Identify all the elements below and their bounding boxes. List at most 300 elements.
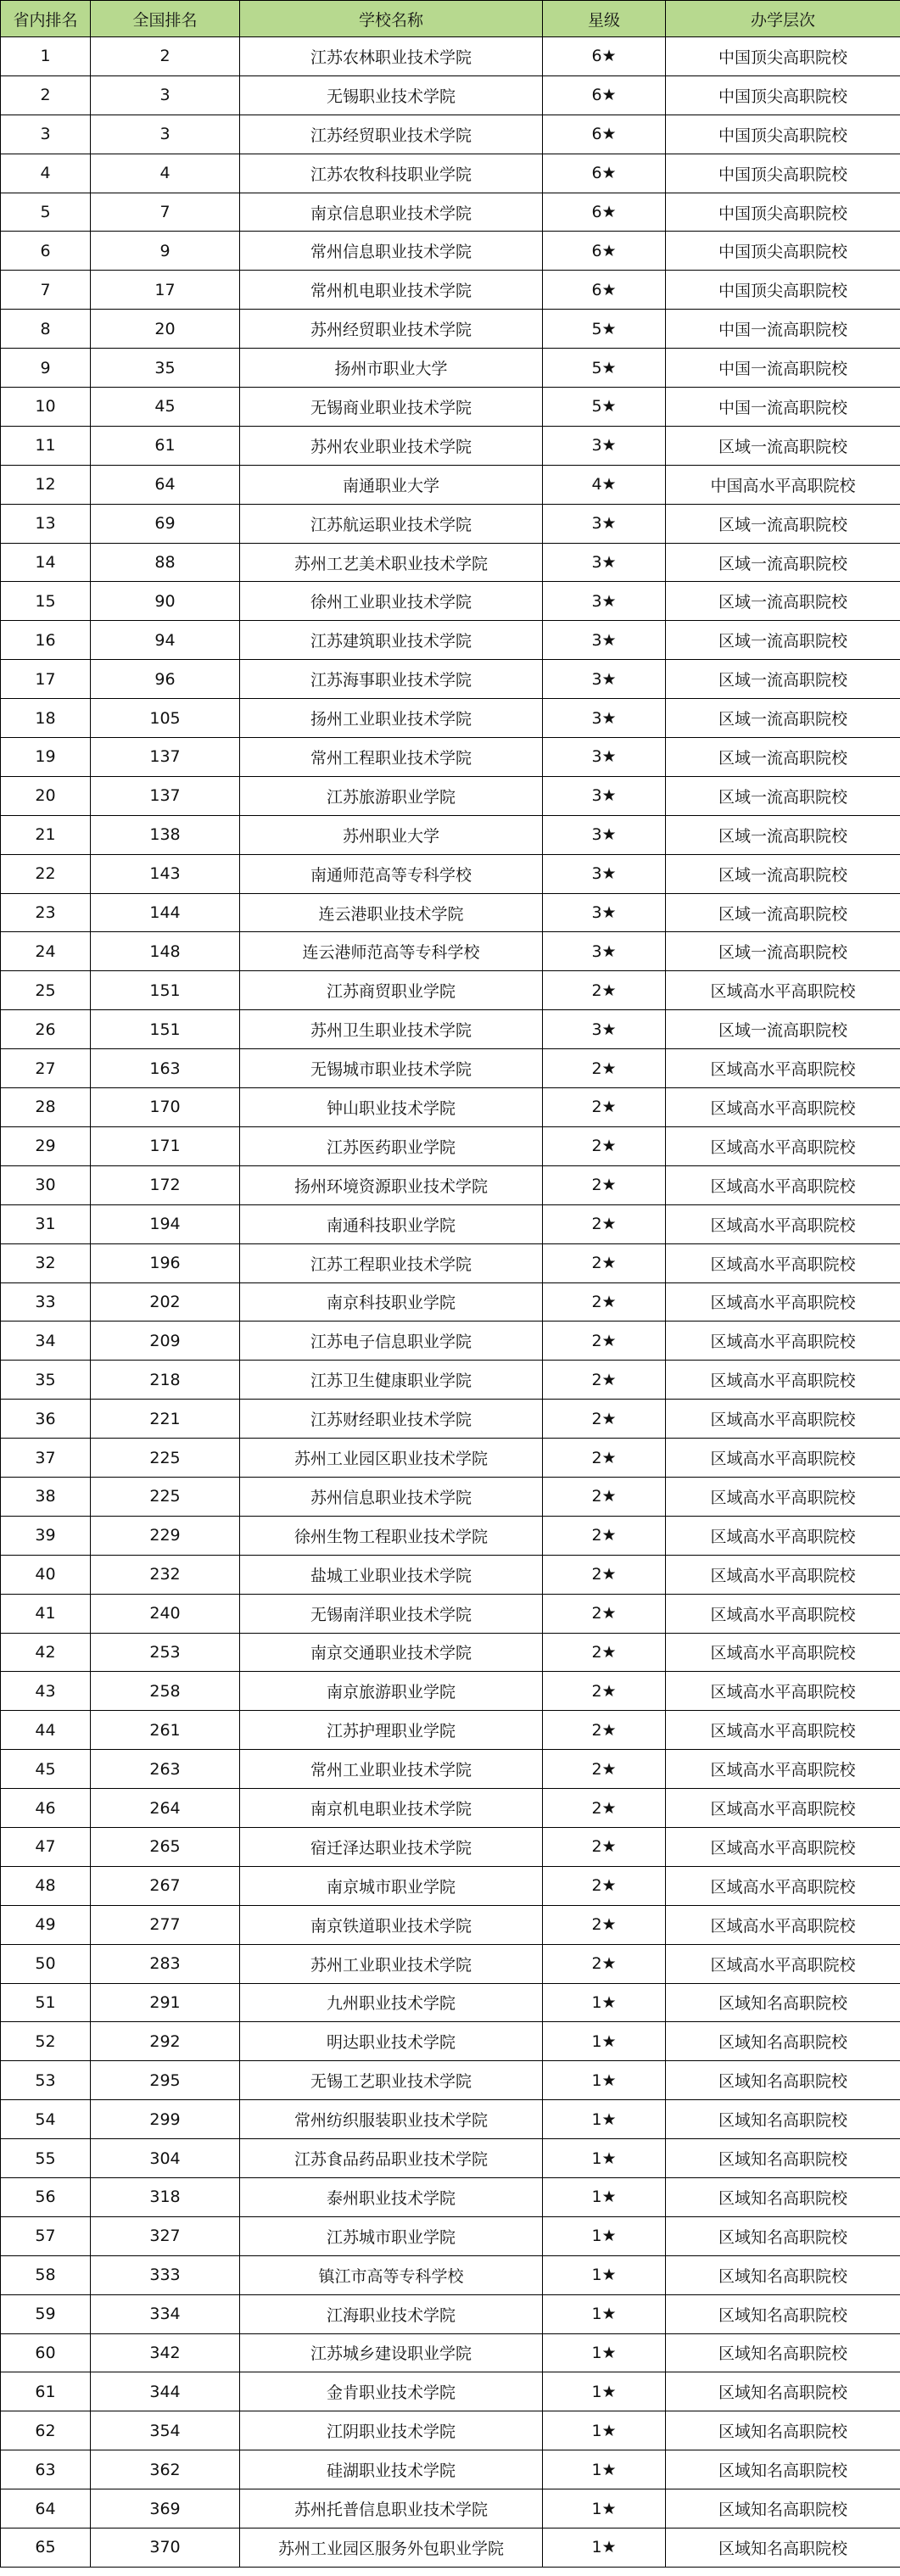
table-row	[1, 1516, 900, 1555]
school-tier-cell: 区域知名高职院校	[666, 2294, 900, 2333]
table-row	[1, 1088, 900, 1127]
school-name-cell: 苏州经贸职业技术学院	[240, 310, 543, 349]
star-level-cell: 2★	[543, 1750, 666, 1789]
table-row	[1, 543, 900, 582]
table-row	[1, 37, 900, 76]
provincial-rank-cell: 24	[1, 932, 91, 971]
star-level-cell: 6★	[543, 75, 666, 115]
school-name-cell: 九州职业技术学院	[240, 1983, 543, 2022]
header-national-rank: 全国排名	[91, 1, 240, 37]
school-name-cell: 江苏城乡建设职业学院	[240, 2333, 543, 2372]
table-row	[1, 504, 900, 543]
provincial-rank-cell: 1	[1, 37, 91, 76]
star-level-cell: 3★	[543, 776, 666, 815]
national-rank-cell: 105	[91, 699, 240, 738]
provincial-rank-cell: 45	[1, 1750, 91, 1789]
table-row	[1, 1594, 900, 1633]
provincial-rank-cell: 46	[1, 1789, 91, 1828]
table-row	[1, 2372, 900, 2411]
school-name-cell: 南通师范高等专科学校	[240, 854, 543, 893]
star-level-cell: 2★	[543, 1866, 666, 1905]
school-tier-cell: 区域高水平高职院校	[666, 1439, 900, 1478]
school-name-cell: 苏州工业园区服务外包职业学院	[240, 2529, 543, 2568]
star-level-cell: 1★	[543, 2411, 666, 2450]
star-level-cell: 2★	[543, 1516, 666, 1555]
national-rank-cell: 61	[91, 426, 240, 465]
school-name-cell: 江苏旅游职业学院	[240, 776, 543, 815]
star-level-cell: 5★	[543, 310, 666, 349]
provincial-rank-cell: 26	[1, 1010, 91, 1049]
provincial-rank-cell: 42	[1, 1633, 91, 1672]
school-tier-cell: 区域知名高职院校	[666, 2177, 900, 2216]
star-level-cell: 6★	[543, 193, 666, 232]
table-row	[1, 2216, 900, 2255]
school-name-cell: 徐州生物工程职业技术学院	[240, 1516, 543, 1555]
provincial-rank-cell: 35	[1, 1361, 91, 1400]
school-name-cell: 南京铁道职业技术学院	[240, 1905, 543, 1944]
national-rank-cell: 240	[91, 1594, 240, 1633]
school-name-cell: 南通科技职业学院	[240, 1204, 543, 1243]
school-name-cell: 江阴职业技术学院	[240, 2411, 543, 2450]
national-rank-cell: 20	[91, 310, 240, 349]
star-level-cell: 3★	[543, 621, 666, 660]
school-tier-cell: 区域高水平高职院校	[666, 1944, 900, 1983]
star-level-cell: 3★	[543, 738, 666, 777]
provincial-rank-cell: 32	[1, 1243, 91, 1282]
star-level-cell: 1★	[543, 2100, 666, 2139]
school-name-cell: 江苏卫生健康职业学院	[240, 1361, 543, 1400]
table-row	[1, 660, 900, 699]
school-tier-cell: 区域一流高职院校	[666, 1010, 900, 1049]
national-rank-cell: 263	[91, 1750, 240, 1789]
national-rank-cell: 35	[91, 349, 240, 388]
provincial-rank-cell: 44	[1, 1711, 91, 1750]
star-level-cell: 2★	[543, 1204, 666, 1243]
school-name-cell: 苏州工业园区职业技术学院	[240, 1439, 543, 1478]
school-tier-cell: 区域高水平高职院校	[666, 1555, 900, 1594]
table-row	[1, 2450, 900, 2489]
school-name-cell: 江苏护理职业学院	[240, 1711, 543, 1750]
table-row	[1, 1633, 900, 1672]
star-level-cell: 5★	[543, 388, 666, 427]
school-name-cell: 连云港职业技术学院	[240, 893, 543, 932]
school-tier-cell: 区域高水平高职院校	[666, 1672, 900, 1711]
table-row	[1, 232, 900, 271]
star-level-cell: 2★	[543, 1555, 666, 1594]
header-provincial-rank: 省内排名	[1, 1, 91, 37]
school-tier-cell: 区域高水平高职院校	[666, 1516, 900, 1555]
school-tier-cell: 区域高水平高职院校	[666, 971, 900, 1010]
national-rank-cell: 291	[91, 1983, 240, 2022]
provincial-rank-cell: 36	[1, 1400, 91, 1439]
table-row	[1, 2294, 900, 2333]
school-tier-cell: 区域一流高职院校	[666, 854, 900, 893]
national-rank-cell: 69	[91, 504, 240, 543]
national-rank-cell: 171	[91, 1126, 240, 1165]
school-tier-cell: 区域高水平高职院校	[666, 1827, 900, 1866]
school-name-cell: 钟山职业技术学院	[240, 1088, 543, 1127]
table-row	[1, 1944, 900, 1983]
table-row	[1, 1827, 900, 1866]
star-level-cell: 3★	[543, 815, 666, 854]
national-rank-cell: 148	[91, 932, 240, 971]
table-row	[1, 2139, 900, 2178]
school-tier-cell: 区域一流高职院校	[666, 815, 900, 854]
provincial-rank-cell: 10	[1, 388, 91, 427]
national-rank-cell: 225	[91, 1477, 240, 1516]
school-tier-cell: 中国顶尖高职院校	[666, 154, 900, 193]
school-tier-cell: 区域一流高职院校	[666, 699, 900, 738]
star-level-cell: 6★	[543, 271, 666, 310]
table-row	[1, 310, 900, 349]
table-row	[1, 2177, 900, 2216]
school-tier-cell: 区域知名高职院校	[666, 1983, 900, 2022]
school-name-cell: 江苏经贸职业技术学院	[240, 115, 543, 154]
provincial-rank-cell: 29	[1, 1126, 91, 1165]
provincial-rank-cell: 16	[1, 621, 91, 660]
table-row	[1, 1165, 900, 1204]
school-tier-cell: 区域一流高职院校	[666, 426, 900, 465]
school-name-cell: 镇江市高等专科学校	[240, 2255, 543, 2294]
school-tier-cell: 区域一流高职院校	[666, 504, 900, 543]
star-level-cell: 1★	[543, 2489, 666, 2529]
star-level-cell: 2★	[543, 1672, 666, 1711]
star-level-cell: 1★	[543, 2216, 666, 2255]
school-tier-cell: 中国顶尖高职院校	[666, 75, 900, 115]
school-tier-cell: 区域知名高职院校	[666, 2255, 900, 2294]
school-name-cell: 江苏工程职业技术学院	[240, 1243, 543, 1282]
school-name-cell: 江苏农林职业技术学院	[240, 37, 543, 76]
national-rank-cell: 151	[91, 1010, 240, 1049]
table-row	[1, 2529, 900, 2568]
national-rank-cell: 144	[91, 893, 240, 932]
star-level-cell: 2★	[543, 1243, 666, 1282]
school-tier-cell: 区域知名高职院校	[666, 2529, 900, 2568]
school-name-cell: 明达职业技术学院	[240, 2022, 543, 2061]
school-tier-cell: 区域高水平高职院校	[666, 1126, 900, 1165]
table-row	[1, 1126, 900, 1165]
school-tier-cell: 区域一流高职院校	[666, 776, 900, 815]
school-tier-cell: 区域知名高职院校	[666, 2450, 900, 2489]
star-level-cell: 2★	[543, 1282, 666, 1322]
table-row	[1, 1750, 900, 1789]
provincial-rank-cell: 53	[1, 2061, 91, 2100]
school-tier-cell: 区域高水平高职院校	[666, 1400, 900, 1439]
star-level-cell: 3★	[543, 660, 666, 699]
school-tier-cell: 区域知名高职院校	[666, 2333, 900, 2372]
national-rank-cell: 45	[91, 388, 240, 427]
national-rank-cell: 143	[91, 854, 240, 893]
star-level-cell: 2★	[543, 1400, 666, 1439]
table-row	[1, 582, 900, 621]
school-name-cell: 苏州托普信息职业技术学院	[240, 2489, 543, 2529]
table-row	[1, 1983, 900, 2022]
header-star-level: 星级	[543, 1, 666, 37]
school-name-cell: 盐城工业职业技术学院	[240, 1555, 543, 1594]
national-rank-cell: 264	[91, 1789, 240, 1828]
national-rank-cell: 334	[91, 2294, 240, 2333]
provincial-rank-cell: 33	[1, 1282, 91, 1322]
national-rank-cell: 194	[91, 1204, 240, 1243]
school-name-cell: 江苏商贸职业学院	[240, 971, 543, 1010]
school-name-cell: 常州机电职业技术学院	[240, 271, 543, 310]
school-name-cell: 南通职业大学	[240, 465, 543, 504]
star-level-cell: 6★	[543, 232, 666, 271]
school-name-cell: 无锡职业技术学院	[240, 75, 543, 115]
star-level-cell: 6★	[543, 37, 666, 76]
national-rank-cell: 90	[91, 582, 240, 621]
provincial-rank-cell: 31	[1, 1204, 91, 1243]
provincial-rank-cell: 62	[1, 2411, 91, 2450]
school-tier-cell: 区域一流高职院校	[666, 738, 900, 777]
star-level-cell: 3★	[543, 426, 666, 465]
table-row	[1, 1204, 900, 1243]
national-rank-cell: 362	[91, 2450, 240, 2489]
national-rank-cell: 232	[91, 1555, 240, 1594]
national-rank-cell: 151	[91, 971, 240, 1010]
school-tier-cell: 区域高水平高职院校	[666, 1049, 900, 1088]
table-row	[1, 115, 900, 154]
school-tier-cell: 区域高水平高职院校	[666, 1165, 900, 1204]
school-name-cell: 无锡南洋职业技术学院	[240, 1594, 543, 1633]
school-name-cell: 江苏建筑职业技术学院	[240, 621, 543, 660]
star-level-cell: 3★	[543, 582, 666, 621]
school-tier-cell: 中国顶尖高职院校	[666, 193, 900, 232]
school-tier-cell: 区域知名高职院校	[666, 2411, 900, 2450]
school-name-cell: 南京信息职业技术学院	[240, 193, 543, 232]
school-tier-cell: 区域高水平高职院校	[666, 1477, 900, 1516]
national-rank-cell: 225	[91, 1439, 240, 1478]
school-name-cell: 扬州环境资源职业技术学院	[240, 1165, 543, 1204]
national-rank-cell: 88	[91, 543, 240, 582]
school-tier-cell: 区域一流高职院校	[666, 621, 900, 660]
national-rank-cell: 170	[91, 1088, 240, 1127]
national-rank-cell: 221	[91, 1400, 240, 1439]
national-rank-cell: 7	[91, 193, 240, 232]
school-tier-cell: 区域一流高职院校	[666, 893, 900, 932]
school-tier-cell: 区域一流高职院校	[666, 932, 900, 971]
school-tier-cell: 区域高水平高职院校	[666, 1711, 900, 1750]
school-tier-cell: 中国一流高职院校	[666, 349, 900, 388]
school-name-cell: 江苏航运职业技术学院	[240, 504, 543, 543]
provincial-rank-cell: 6	[1, 232, 91, 271]
table-row	[1, 815, 900, 854]
national-rank-cell: 218	[91, 1361, 240, 1400]
provincial-rank-cell: 38	[1, 1477, 91, 1516]
table-row	[1, 193, 900, 232]
school-name-cell: 江苏海事职业技术学院	[240, 660, 543, 699]
school-name-cell: 无锡商业职业技术学院	[240, 388, 543, 427]
school-tier-cell: 区域高水平高职院校	[666, 1789, 900, 1828]
national-rank-cell: 354	[91, 2411, 240, 2450]
provincial-rank-cell: 23	[1, 893, 91, 932]
star-level-cell: 2★	[543, 1165, 666, 1204]
star-level-cell: 1★	[543, 2022, 666, 2061]
school-tier-cell: 中国顶尖高职院校	[666, 115, 900, 154]
national-rank-cell: 369	[91, 2489, 240, 2529]
national-rank-cell: 202	[91, 1282, 240, 1322]
table-row	[1, 932, 900, 971]
provincial-rank-cell: 21	[1, 815, 91, 854]
provincial-rank-cell: 19	[1, 738, 91, 777]
provincial-rank-cell: 59	[1, 2294, 91, 2333]
star-level-cell: 3★	[543, 854, 666, 893]
star-level-cell: 1★	[543, 2255, 666, 2294]
provincial-rank-cell: 65	[1, 2529, 91, 2568]
school-tier-cell: 中国一流高职院校	[666, 388, 900, 427]
school-name-cell: 江苏财经职业技术学院	[240, 1400, 543, 1439]
school-tier-cell: 区域高水平高职院校	[666, 1088, 900, 1127]
provincial-rank-cell: 4	[1, 154, 91, 193]
school-tier-cell: 区域高水平高职院校	[666, 1243, 900, 1282]
national-rank-cell: 327	[91, 2216, 240, 2255]
table-header	[1, 1, 900, 37]
national-rank-cell: 283	[91, 1944, 240, 1983]
provincial-rank-cell: 48	[1, 1866, 91, 1905]
national-rank-cell: 318	[91, 2177, 240, 2216]
school-tier-cell: 中国顶尖高职院校	[666, 232, 900, 271]
school-name-cell: 南京科技职业学院	[240, 1282, 543, 1322]
table-row	[1, 1439, 900, 1478]
table-row	[1, 2489, 900, 2529]
national-rank-cell: 304	[91, 2139, 240, 2178]
provincial-rank-cell: 14	[1, 543, 91, 582]
star-level-cell: 3★	[543, 699, 666, 738]
provincial-rank-cell: 22	[1, 854, 91, 893]
school-name-cell: 扬州工业职业技术学院	[240, 699, 543, 738]
provincial-rank-cell: 52	[1, 2022, 91, 2061]
table-row	[1, 699, 900, 738]
provincial-rank-cell: 50	[1, 1944, 91, 1983]
table-row	[1, 738, 900, 777]
table-row	[1, 1282, 900, 1322]
school-name-cell: 南京交通职业技术学院	[240, 1633, 543, 1672]
school-tier-cell: 区域高水平高职院校	[666, 1204, 900, 1243]
star-level-cell: 1★	[543, 2177, 666, 2216]
school-tier-cell: 区域一流高职院校	[666, 543, 900, 582]
national-rank-cell: 253	[91, 1633, 240, 1672]
provincial-rank-cell: 57	[1, 2216, 91, 2255]
table-row	[1, 75, 900, 115]
national-rank-cell: 94	[91, 621, 240, 660]
school-tier-cell: 区域一流高职院校	[666, 582, 900, 621]
provincial-rank-cell: 61	[1, 2372, 91, 2411]
school-name-cell: 江苏农牧科技职业学院	[240, 154, 543, 193]
star-level-cell: 2★	[543, 1088, 666, 1127]
school-tier-cell: 区域一流高职院校	[666, 660, 900, 699]
school-name-cell: 江海职业技术学院	[240, 2294, 543, 2333]
provincial-rank-cell: 3	[1, 115, 91, 154]
star-level-cell: 2★	[543, 1905, 666, 1944]
school-name-cell: 扬州市职业大学	[240, 349, 543, 388]
provincial-rank-cell: 54	[1, 2100, 91, 2139]
provincial-rank-cell: 11	[1, 426, 91, 465]
table-row	[1, 2255, 900, 2294]
school-tier-cell: 区域高水平高职院校	[666, 1905, 900, 1944]
national-rank-cell: 267	[91, 1866, 240, 1905]
table-row	[1, 1322, 900, 1361]
star-level-cell: 1★	[543, 2294, 666, 2333]
school-tier-cell: 区域知名高职院校	[666, 2100, 900, 2139]
provincial-rank-cell: 25	[1, 971, 91, 1010]
provincial-rank-cell: 17	[1, 660, 91, 699]
provincial-rank-cell: 20	[1, 776, 91, 815]
table-row	[1, 2333, 900, 2372]
star-level-cell: 5★	[543, 349, 666, 388]
school-name-cell: 南京旅游职业学院	[240, 1672, 543, 1711]
star-level-cell: 6★	[543, 154, 666, 193]
table-row	[1, 1477, 900, 1516]
school-name-cell: 金肯职业技术学院	[240, 2372, 543, 2411]
school-tier-cell: 区域知名高职院校	[666, 2022, 900, 2061]
provincial-rank-cell: 7	[1, 271, 91, 310]
provincial-rank-cell: 41	[1, 1594, 91, 1633]
national-rank-cell: 3	[91, 75, 240, 115]
school-name-cell: 徐州工业职业技术学院	[240, 582, 543, 621]
table-row	[1, 1789, 900, 1828]
table-row	[1, 388, 900, 427]
provincial-rank-cell: 51	[1, 1983, 91, 2022]
provincial-rank-cell: 12	[1, 465, 91, 504]
national-rank-cell: 229	[91, 1516, 240, 1555]
national-rank-cell: 344	[91, 2372, 240, 2411]
star-level-cell: 1★	[543, 2139, 666, 2178]
national-rank-cell: 342	[91, 2333, 240, 2372]
star-level-cell: 2★	[543, 1633, 666, 1672]
national-rank-cell: 9	[91, 232, 240, 271]
provincial-rank-cell: 37	[1, 1439, 91, 1478]
school-tier-cell: 区域高水平高职院校	[666, 1594, 900, 1633]
provincial-rank-cell: 43	[1, 1672, 91, 1711]
school-tier-cell: 区域知名高职院校	[666, 2061, 900, 2100]
star-level-cell: 2★	[543, 971, 666, 1010]
provincial-rank-cell: 15	[1, 582, 91, 621]
school-name-cell: 常州信息职业技术学院	[240, 232, 543, 271]
school-name-cell: 苏州职业大学	[240, 815, 543, 854]
school-name-cell: 宿迁泽达职业技术学院	[240, 1827, 543, 1866]
school-tier-cell: 中国一流高职院校	[666, 310, 900, 349]
provincial-rank-cell: 8	[1, 310, 91, 349]
provincial-rank-cell: 47	[1, 1827, 91, 1866]
table-row	[1, 1049, 900, 1088]
star-level-cell: 1★	[543, 2529, 666, 2568]
table-row	[1, 621, 900, 660]
national-rank-cell: 209	[91, 1322, 240, 1361]
star-level-cell: 3★	[543, 1010, 666, 1049]
school-tier-cell: 区域知名高职院校	[666, 2216, 900, 2255]
provincial-rank-cell: 30	[1, 1165, 91, 1204]
national-rank-cell: 4	[91, 154, 240, 193]
table-row	[1, 776, 900, 815]
school-name-cell: 苏州工业职业技术学院	[240, 1944, 543, 1983]
provincial-rank-cell: 13	[1, 504, 91, 543]
star-level-cell: 3★	[543, 932, 666, 971]
school-name-cell: 硅湖职业技术学院	[240, 2450, 543, 2489]
table-row	[1, 1672, 900, 1711]
school-name-cell: 江苏食品药品职业技术学院	[240, 2139, 543, 2178]
provincial-rank-cell: 18	[1, 699, 91, 738]
table-row	[1, 2061, 900, 2100]
star-level-cell: 1★	[543, 2450, 666, 2489]
table-row	[1, 1361, 900, 1400]
school-tier-cell: 区域高水平高职院校	[666, 1633, 900, 1672]
school-tier-cell: 中国高水平高职院校	[666, 465, 900, 504]
header-school-name: 学校名称	[240, 1, 543, 37]
star-level-cell: 3★	[543, 893, 666, 932]
national-rank-cell: 64	[91, 465, 240, 504]
star-level-cell: 4★	[543, 465, 666, 504]
school-name-cell: 江苏医药职业学院	[240, 1126, 543, 1165]
